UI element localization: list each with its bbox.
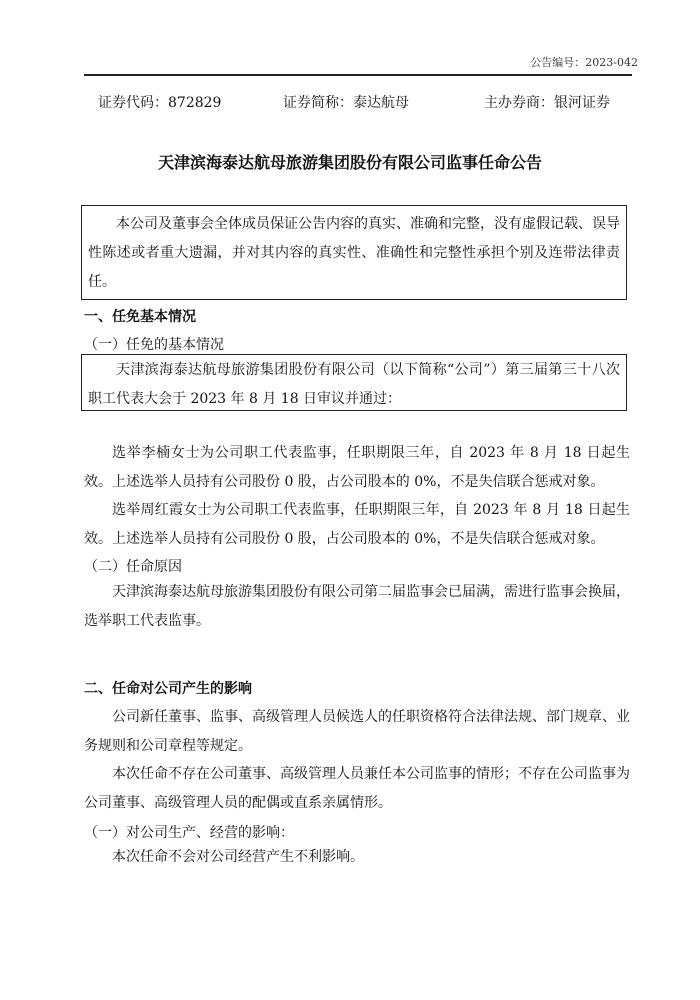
section2-sub1-heading: （一）对公司生产、经营的影响：	[84, 825, 294, 841]
section2-heading: 二、任命对公司产生的影响	[84, 681, 252, 697]
security-abbr: 证券简称：泰达航母	[283, 95, 409, 111]
operations-impact-paragraph: 本次任命不会对公司经营产生不利影响。	[112, 849, 364, 865]
impact-paragraph-1: 公司新任董事、监事、高级管理人员候选人的任职资格符合法律法规、部门规章、业务规则和公司章程等规定。	[84, 709, 630, 754]
appointment-paragraph-2: 选举周红霞女士为公司职工代表监事，任职期限三年，自 2023 年 8 月 18 日起生效。上述选举人员持有公司股份 0 股，占公司股本的 0%，不是失信联合惩戒对象。	[84, 502, 630, 547]
section1-sub1-heading: （一）任免的基本情况	[84, 337, 224, 353]
notice-number: 公告编号：2023-042	[530, 56, 638, 69]
disclaimer-box: 本公司及董事会全体成员保证公告内容的真实、准确和完整，没有虚假记载、误导性陈述或者重大遗漏，并对其内容的真实性、准确性和完整性承担个别及连带法律责任。	[81, 205, 627, 300]
header-divider	[84, 74, 632, 76]
appointment-paragraph-1: 选举李楠女士为公司职工代表监事，任职期限三年，自 2023 年 8 月 18 日起生效。上述选举人员持有公司股份 0 股，占公司股本的 0%，不是失信联合惩戒对象。	[84, 445, 630, 490]
page-title: 天津滨海泰达航母旅游集团股份有限公司监事任命公告	[157, 153, 542, 172]
impact-paragraph-2: 本次任命不存在公司董事、高级管理人员兼任本公司监事的情形；不存在公司监事为公司董事、高级管理人员的配偶或直系亲属情形。	[84, 766, 630, 811]
security-code: 证券代码：872829	[98, 95, 222, 111]
reason-paragraph: 天津滨海泰达航母旅游集团股份有限公司第二届监事会已届满，需进行监事会换届，选举职工代表监事。	[84, 584, 630, 629]
boxed-resolution-text: 天津滨海泰达航母旅游集团股份有限公司（以下简称“公司”）第三届第三十八次职工代表大会于 2023 年 8 月 18 日审议并通过：	[81, 354, 627, 411]
section1-heading: 一、任免基本情况	[84, 309, 196, 325]
sponsor: 主办券商：银河证券	[484, 95, 610, 111]
section1-sub2-heading: （二）任命原因	[84, 559, 182, 575]
